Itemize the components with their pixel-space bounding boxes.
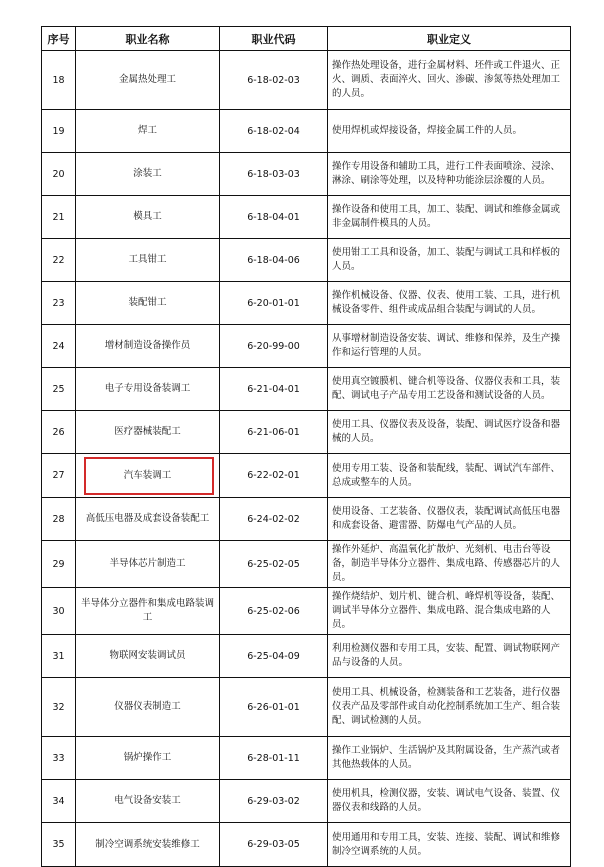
cell-definition: 使用通用和专用工具，安装、连接、装配、调试和维修制冷空调系统的人员。 [328, 823, 571, 867]
header-index: 序号 [42, 27, 76, 51]
cell-definition: 使用专用工装、设备和装配线，装配、调试汽车部件、总成或整车的人员。 [328, 454, 571, 498]
cell-code: 6-18-02-03 [220, 51, 328, 110]
cell-code: 6-28-01-11 [220, 737, 328, 780]
table-header-row [42, 27, 571, 51]
cell-code: 6-20-01-01 [220, 282, 328, 325]
table-row [42, 196, 571, 239]
cell-definition: 操作外延炉、高温氧化扩散炉、光刻机、电击台等设备，制造半导体分立器件、集成电路、传感器芯片的人员。 [328, 541, 571, 588]
cell-name: 涂装工 [76, 153, 220, 196]
cell-definition: 操作烧结炉、划片机、键合机、峰焊机等设备，装配、调试半导体分立器件、集成电路、混合集成电路的人员。 [328, 588, 571, 635]
cell-definition: 从事增材制造设备安装、调试、维修和保养，及生产操作和运行管理的人员。 [328, 325, 571, 368]
table-row [42, 541, 571, 588]
cell-code: 6-26-01-01 [220, 678, 328, 737]
table-row [42, 780, 571, 823]
cell-index: 20 [42, 153, 76, 196]
cell-code: 6-18-04-01 [220, 196, 328, 239]
cell-code: 6-18-03-03 [220, 153, 328, 196]
cell-index: 35 [42, 823, 76, 867]
table-row [42, 325, 571, 368]
cell-code: 6-18-04-06 [220, 239, 328, 282]
cell-name: 金属热处理工 [76, 51, 220, 110]
header-definition: 职业定义 [328, 27, 571, 51]
table-row [42, 153, 571, 196]
table-row [42, 498, 571, 541]
cell-name: 制冷空调系统安装维修工 [76, 823, 220, 867]
cell-index: 32 [42, 678, 76, 737]
cell-name: 增材制造设备操作员 [76, 325, 220, 368]
occupation-table [41, 26, 571, 867]
cell-index: 33 [42, 737, 76, 780]
cell-index: 29 [42, 541, 76, 588]
cell-index: 23 [42, 282, 76, 325]
cell-definition: 使用机具，检测仪器，安装、调试电气设备、装置、仪器仪表和线路的人员。 [328, 780, 571, 823]
cell-name: 焊工 [76, 110, 220, 153]
cell-code: 6-29-03-05 [220, 823, 328, 867]
table-row [42, 737, 571, 780]
cell-code: 6-24-02-02 [220, 498, 328, 541]
table-row [42, 239, 571, 282]
cell-definition: 使用真空镀膜机、键合机等设备、仪器仪表和工具，装配、调试电子产品专用工艺设备和测试设备的人员。 [328, 368, 571, 411]
cell-definition: 利用检测仪器和专用工具，安装、配置、调试物联网产品与设备的人员。 [328, 635, 571, 678]
table-row [42, 51, 571, 110]
table-row [42, 110, 571, 153]
cell-code: 6-25-02-06 [220, 588, 328, 635]
cell-name: 高低压电器及成套设备装配工 [76, 498, 220, 541]
table-row [42, 282, 571, 325]
cell-definition: 使用工具、机械设备，检测装备和工艺装备，进行仪器仪表产品及零部件或自动化控制系统加工生产、组合装配、调试检测的人员。 [328, 678, 571, 737]
cell-definition: 操作热处理设备，进行金属材料、坯件或工件退火、正火、调质、表面淬火、回火、渗碳、渗氮等热处理加工的人员。 [328, 51, 571, 110]
cell-name: 锅炉操作工 [76, 737, 220, 780]
cell-name: 半导体分立器件和集成电路装调工 [76, 588, 220, 635]
table-row [42, 678, 571, 737]
cell-index: 31 [42, 635, 76, 678]
cell-definition: 操作机械设备、仪器、仪表、使用工装、工具，进行机械设备零件、组件或成品组合装配与调试的人员。 [328, 282, 571, 325]
cell-definition: 操作设备和使用工具，加工、装配、调试和维修金属或非金属制件模具的人员。 [328, 196, 571, 239]
cell-index: 34 [42, 780, 76, 823]
cell-index: 26 [42, 411, 76, 454]
cell-index: 24 [42, 325, 76, 368]
cell-name: 半导体芯片制造工 [76, 541, 220, 588]
cell-definition: 使用设备、工艺装备、仪器仪表，装配调试高低压电器和成套设备、避雷器、防爆电气产品的人员。 [328, 498, 571, 541]
cell-name: 模具工 [76, 196, 220, 239]
cell-index: 30 [42, 588, 76, 635]
cell-definition: 使用工具、仪器仪表及设备，装配、调试医疗设备和器械的人员。 [328, 411, 571, 454]
cell-definition: 使用焊机或焊接设备，焊接金属工件的人员。 [328, 110, 571, 153]
cell-index: 21 [42, 196, 76, 239]
cell-code: 6-25-02-05 [220, 541, 328, 588]
table-row [42, 588, 571, 635]
cell-code: 6-21-06-01 [220, 411, 328, 454]
cell-name: 医疗器械装配工 [76, 411, 220, 454]
cell-index: 18 [42, 51, 76, 110]
cell-code: 6-18-02-04 [220, 110, 328, 153]
table-row [42, 411, 571, 454]
cell-name: 工具钳工 [76, 239, 220, 282]
cell-index: 27 [42, 454, 76, 498]
highlight-box [84, 457, 214, 495]
cell-index: 22 [42, 239, 76, 282]
cell-name: 电气设备安装工 [76, 780, 220, 823]
cell-code: 6-21-04-01 [220, 368, 328, 411]
cell-code: 6-29-03-02 [220, 780, 328, 823]
cell-definition: 使用钳工工具和设备，加工、装配与调试工具和样板的人员。 [328, 239, 571, 282]
header-code: 职业代码 [220, 27, 328, 51]
table-row [42, 823, 571, 867]
cell-index: 19 [42, 110, 76, 153]
cell-name: 电子专用设备装调工 [76, 368, 220, 411]
cell-index: 25 [42, 368, 76, 411]
cell-name: 仪器仪表制造工 [76, 678, 220, 737]
cell-name: 汽车装调工 [76, 454, 220, 498]
cell-definition: 操作工业锅炉、生活锅炉及其附属设备，生产蒸汽或者其他热载体的人员。 [328, 737, 571, 780]
table-row [42, 635, 571, 678]
cell-index: 28 [42, 498, 76, 541]
cell-name: 装配钳工 [76, 282, 220, 325]
cell-code: 6-20-99-00 [220, 325, 328, 368]
cell-code: 6-25-04-09 [220, 635, 328, 678]
header-name: 职业名称 [76, 27, 220, 51]
table-row [42, 368, 571, 411]
cell-definition: 操作专用设备和辅助工具，进行工件表面喷涂、浸涂、淋涂、刷涂等处理，以及特种功能涂层涂覆的人员。 [328, 153, 571, 196]
cell-name: 物联网安装调试员 [76, 635, 220, 678]
cell-code: 6-22-02-01 [220, 454, 328, 498]
